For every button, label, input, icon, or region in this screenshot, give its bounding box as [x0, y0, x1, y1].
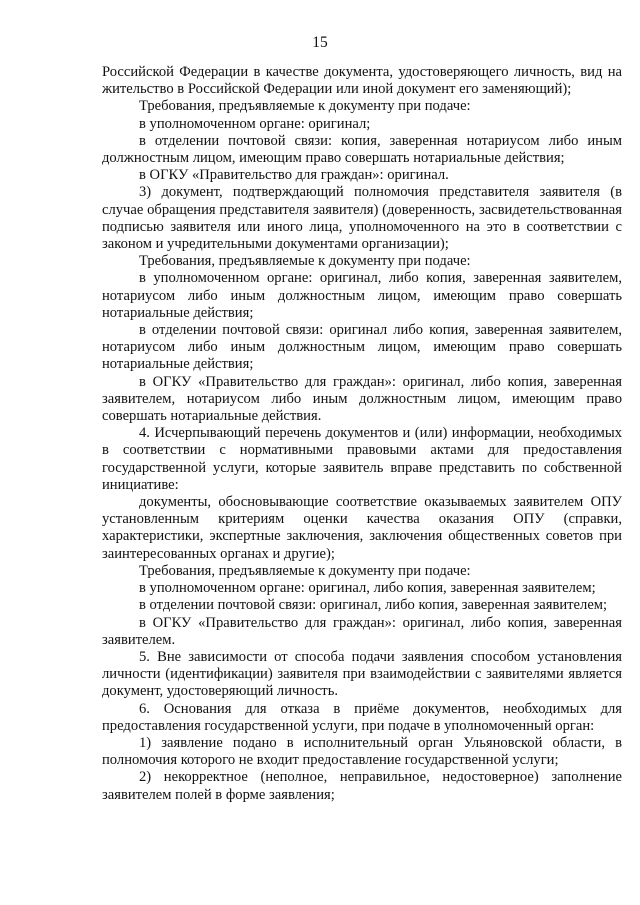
paragraph-ogku: в ОГКУ «Правительство для граждан»: оригинал, либо копия, заверенная заявителем. — [102, 614, 622, 648]
paragraph-section-5: 5. Вне зависимости от способа подачи заявления способом установления личности (идентификации) заявителя при взаимодействии с заявителями является документ, удостоверяющий личность. — [102, 648, 622, 700]
paragraph-section-4: 4. Исчерпывающий перечень документов и (или) информации, необходимых в соответствии с нормативными правовыми актами для предоставления государственной услуги, которые заявитель вправе представить по собственной инициативе: — [102, 425, 622, 493]
paragraph-authorized-body: в уполномоченном органе: оригинал, либо копия, заверенная заявителем; — [139, 580, 596, 597]
paragraph-requirements-heading: Требования, предъявляемые к документу при подаче: — [139, 98, 471, 115]
paragraph-section-6: 6. Основания для отказа в приёме документов, необходимых для предоставления государственной услуги, при подаче в уполномоченный орган: — [102, 700, 622, 734]
paragraph-documents: документы, обосновывающие соответствие оказываемых заявителем ОПУ установленным критериям оценки качества оказания ОПУ (справки, характеристики, экспертные заключения, заключения общественных советов при заинтересованных органах и другие); — [102, 494, 622, 562]
paragraph-item-2: 2) некорректное (неполное, неправильное, недостоверное) заполнение заявителем полей в форме заявления; — [102, 769, 622, 803]
document-body — [102, 64, 622, 804]
paragraph-ogku: в ОГКУ «Правительство для граждан»: оригинал. — [139, 167, 449, 184]
paragraph-item-3: 3) документ, подтверждающий полномочия представителя заявителя (в случае обращения представителя заявителя) (доверенность, засвидетельствованная подписью заявителя или иного лица, уполномоченного на это в соответствии с законом и учредительными документами организации); — [102, 184, 622, 253]
paragraph-requirements-heading: Требования, предъявляемые к документу при подаче: — [139, 253, 471, 270]
paragraph-item-1: 1) заявление подано в исполнительный орган Ульяновской области, в полномочия которого не входит предоставление государственной услуги; — [102, 734, 622, 769]
paragraph-requirements-heading: Требования, предъявляемые к документу при подаче: — [139, 562, 471, 579]
paragraph-continuation: Российской Федерации в качестве документа, удостоверяющего личность, вид на жительство в Российской Федерации или иной документ его заменяющий); — [102, 64, 622, 98]
page-number: 15 — [312, 34, 328, 51]
paragraph-authorized-body: в уполномоченном органе: оригинал; — [139, 115, 371, 132]
paragraph-post-office: в отделении почтовой связи: оригинал, либо копия, заверенная заявителем; — [139, 597, 608, 614]
paragraph-post-office: в отделении почтовой связи: оригинал либо копия, заверенная заявителем, нотариусом либо иным должностным лицом, имеющим право совершать нотариальные действия; — [102, 322, 622, 373]
paragraph-authorized-body: в уполномоченном органе: оригинал, либо копия, заверенная заявителем, нотариусом либо иным должностным лицом, имеющим право совершать нотариальные действия; — [102, 270, 622, 321]
paragraph-post-office: в отделении почтовой связи: копия, заверенная нотариусом либо иным должностным лицом, имеющим право совершать нотариальные действия; — [102, 132, 622, 167]
paragraph-ogku: в ОГКУ «Правительство для граждан»: оригинал, либо копия, заверенная заявителем, нотариусом либо иным должностным лицом, имеющим право совершать нотариальные действия. — [102, 373, 622, 425]
